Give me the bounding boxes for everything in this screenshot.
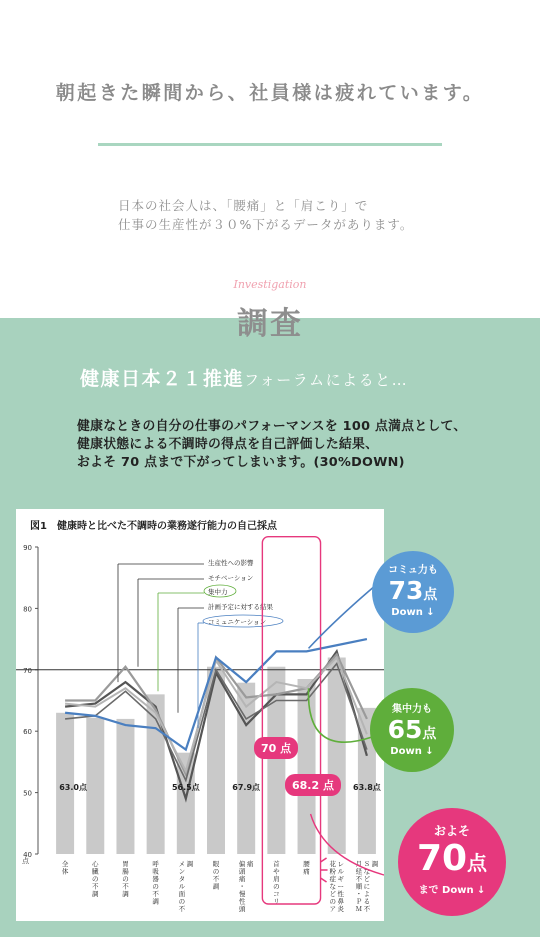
category-label-char: る — [363, 897, 371, 906]
category-label-char: 調 — [122, 890, 129, 898]
concentration-label: 集中力も — [392, 704, 432, 715]
category-label-char: の — [329, 897, 336, 906]
category-label-group — [179, 860, 194, 913]
category-label-char: 腰 — [303, 860, 310, 868]
communication-down: Down ↓ — [391, 607, 435, 618]
category-label-group — [152, 859, 159, 906]
category-label-char: 首 — [273, 860, 280, 868]
seventy-point-tag: 70 点 — [254, 737, 298, 759]
legend-label: 集中力 — [208, 588, 228, 596]
communication-value: 73 — [388, 576, 424, 605]
category-label-char: の — [178, 897, 186, 906]
bar-value-label: 56.5点 — [171, 782, 200, 792]
category-label-char: 月 — [355, 860, 363, 868]
category-label-char: ー — [337, 882, 344, 891]
category-label-group — [273, 859, 280, 906]
category-label-char: 偏 — [238, 860, 246, 868]
bar-value-label: 63.0点 — [59, 782, 87, 792]
category-label-char: 臓 — [92, 867, 99, 876]
communication-callout — [372, 551, 454, 633]
category-label-char: メ — [178, 860, 186, 868]
category-label-char: の — [92, 875, 99, 883]
header-area — [0, 0, 540, 318]
category-label-char: 慢 — [238, 890, 246, 898]
category-label-char: 調 — [92, 890, 99, 898]
category-label-char: ギ — [337, 875, 344, 883]
category-label-char: 炎 — [337, 905, 344, 913]
forum-main: 健康日本２１推進 — [80, 368, 245, 390]
category-label-group — [92, 859, 99, 898]
category-label-char: 不 — [92, 882, 99, 891]
sixty-eight-point-tag: 68.2 点 — [285, 774, 341, 796]
concentration-down: Down ↓ — [390, 746, 434, 757]
body-line-1: 健康なときの自分の仕事のパフォーマンスを 100 点満点として、 — [77, 419, 467, 434]
category-label-char: Ｓ — [363, 860, 371, 868]
legend-label: コミュニケーション — [208, 618, 267, 626]
category-label-char: な — [363, 867, 371, 876]
forum-sub: フォーラムによると… — [244, 371, 409, 389]
category-label-group — [62, 859, 69, 876]
category-label-char: 調 — [212, 882, 220, 891]
category-label-char: 不 — [355, 875, 363, 883]
bar — [298, 679, 316, 854]
category-label-char: レ — [337, 860, 344, 868]
category-label-char: 順 — [355, 882, 363, 891]
category-label-char: 体 — [61, 867, 69, 876]
forum-heading — [80, 364, 408, 391]
category-label-group — [239, 859, 254, 913]
category-label-char: 全 — [61, 860, 69, 868]
category-label-char: 不 — [122, 882, 129, 891]
category-label-char: 痛 — [303, 867, 310, 876]
category-label-char: ル — [178, 882, 186, 891]
y-unit-label: 点 — [22, 857, 29, 865]
overall-callout — [398, 808, 506, 916]
category-label-char: 腸 — [122, 867, 129, 876]
category-label-char: 調 — [152, 897, 159, 906]
overall-label: およそ — [433, 824, 470, 838]
category-label-char: 鼻 — [337, 897, 344, 906]
category-label-char: 粉 — [329, 867, 336, 876]
category-label-char: ル — [337, 867, 344, 876]
category-label-group — [122, 859, 129, 898]
communication-label: コミュ力も — [388, 565, 438, 576]
category-label-char: の — [212, 867, 220, 876]
overall-unit: 点 — [467, 851, 488, 875]
headline: 朝起きた瞬間から、社員様は疲れています。 — [55, 82, 485, 104]
overall-down: まで Down ↓ — [418, 885, 486, 896]
communication-unit: 点 — [423, 587, 438, 603]
category-label-char: 性 — [238, 897, 246, 906]
category-label-char: ど — [363, 875, 371, 883]
y-tick-label: 40 — [23, 851, 32, 859]
body-line-3: およそ 70 点まで下がってしまいます。(30%DOWN) — [77, 455, 405, 470]
section-title: 調査 — [237, 306, 303, 342]
y-tick-label: 50 — [23, 789, 32, 798]
figure-title: 図1 健康時と比べた不調時の業務遂行能力の自己採点 — [30, 521, 277, 532]
category-label-char: 性 — [337, 890, 344, 898]
category-label-group — [329, 859, 344, 913]
concentration-unit: 点 — [422, 726, 437, 742]
bar — [328, 658, 346, 854]
category-label-char: 肩 — [273, 875, 280, 883]
category-label-char: リ — [273, 897, 280, 906]
category-label-char: ど — [329, 890, 336, 898]
bar — [116, 719, 134, 854]
category-label-char: Ｍ — [355, 905, 363, 913]
section-script-label: Investigation — [233, 278, 307, 291]
category-label-char: 不 — [152, 890, 159, 898]
legend-label: 生産性への影響 — [208, 559, 254, 567]
category-label-char: 呼 — [152, 860, 159, 868]
category-label-char: ア — [329, 905, 336, 913]
category-label-char: 眼 — [212, 860, 220, 868]
lead-line-1: 日本の社会人は、「腰痛」と「肩こり」で — [118, 198, 369, 213]
concentration-value: 65 — [387, 715, 423, 744]
category-label-char: の — [122, 875, 129, 883]
legend-label: モチベーション — [208, 574, 254, 582]
category-label-char: に — [363, 882, 371, 891]
category-label-char: 吸 — [152, 867, 159, 876]
divider — [98, 143, 442, 146]
category-label-char: 経 — [355, 867, 363, 876]
overall-value: 70 — [416, 838, 468, 879]
figure-panel — [16, 509, 384, 921]
category-label-group — [303, 859, 310, 876]
category-label-char: タ — [178, 875, 186, 883]
y-tick-label: 70 — [23, 666, 32, 675]
y-tick-label: 90 — [23, 544, 32, 552]
category-label-char: 症 — [329, 875, 336, 883]
y-tick-label: 80 — [23, 605, 32, 614]
y-tick-label: 60 — [23, 728, 32, 737]
category-label-char: よ — [363, 890, 371, 898]
category-label-char: 花 — [329, 860, 336, 868]
category-label-char: 面 — [178, 890, 186, 898]
legend-label: 計画予定に対する結果 — [208, 603, 273, 611]
category-label-char: の — [152, 882, 159, 891]
category-label-char: 調 — [371, 860, 379, 868]
chart — [16, 509, 384, 921]
concentration-callout — [370, 688, 454, 772]
body-line-2: 健康状態による不調時の得点を自己評価した結果、 — [77, 437, 379, 452]
category-label-char: な — [329, 882, 336, 891]
category-label-char: の — [273, 882, 280, 891]
bar — [86, 718, 104, 854]
category-label-char: ・ — [355, 890, 363, 898]
category-label-char: 不 — [363, 905, 371, 913]
category-label-group — [213, 859, 220, 891]
emphasis-marks — [321, 858, 328, 882]
category-label-char: 心 — [92, 860, 99, 868]
bar-value-label: 67.9点 — [232, 782, 261, 792]
category-label-char: 胃 — [122, 860, 129, 868]
category-label-char: や — [273, 867, 280, 876]
category-label-char: コ — [273, 890, 280, 898]
category-label-group — [356, 860, 379, 913]
category-label-char: 頭 — [238, 905, 246, 913]
category-label-char: 痛 — [246, 860, 254, 868]
category-label-char: 器 — [152, 875, 159, 883]
bar-value-label: 63.8点 — [353, 782, 381, 792]
category-label-char: 調 — [186, 860, 194, 868]
category-label-char: 不 — [212, 875, 220, 883]
category-label-char: ・ — [238, 882, 246, 891]
category-label-char: 痛 — [238, 875, 246, 883]
category-label-char: Ｐ — [355, 897, 363, 906]
lead-line-2: 仕事の生産性が３０%下がるデータがあります。 — [118, 217, 414, 232]
category-label-char: 頭 — [238, 867, 246, 876]
category-label-char: 不 — [178, 905, 186, 913]
category-label-char: ン — [178, 867, 186, 876]
